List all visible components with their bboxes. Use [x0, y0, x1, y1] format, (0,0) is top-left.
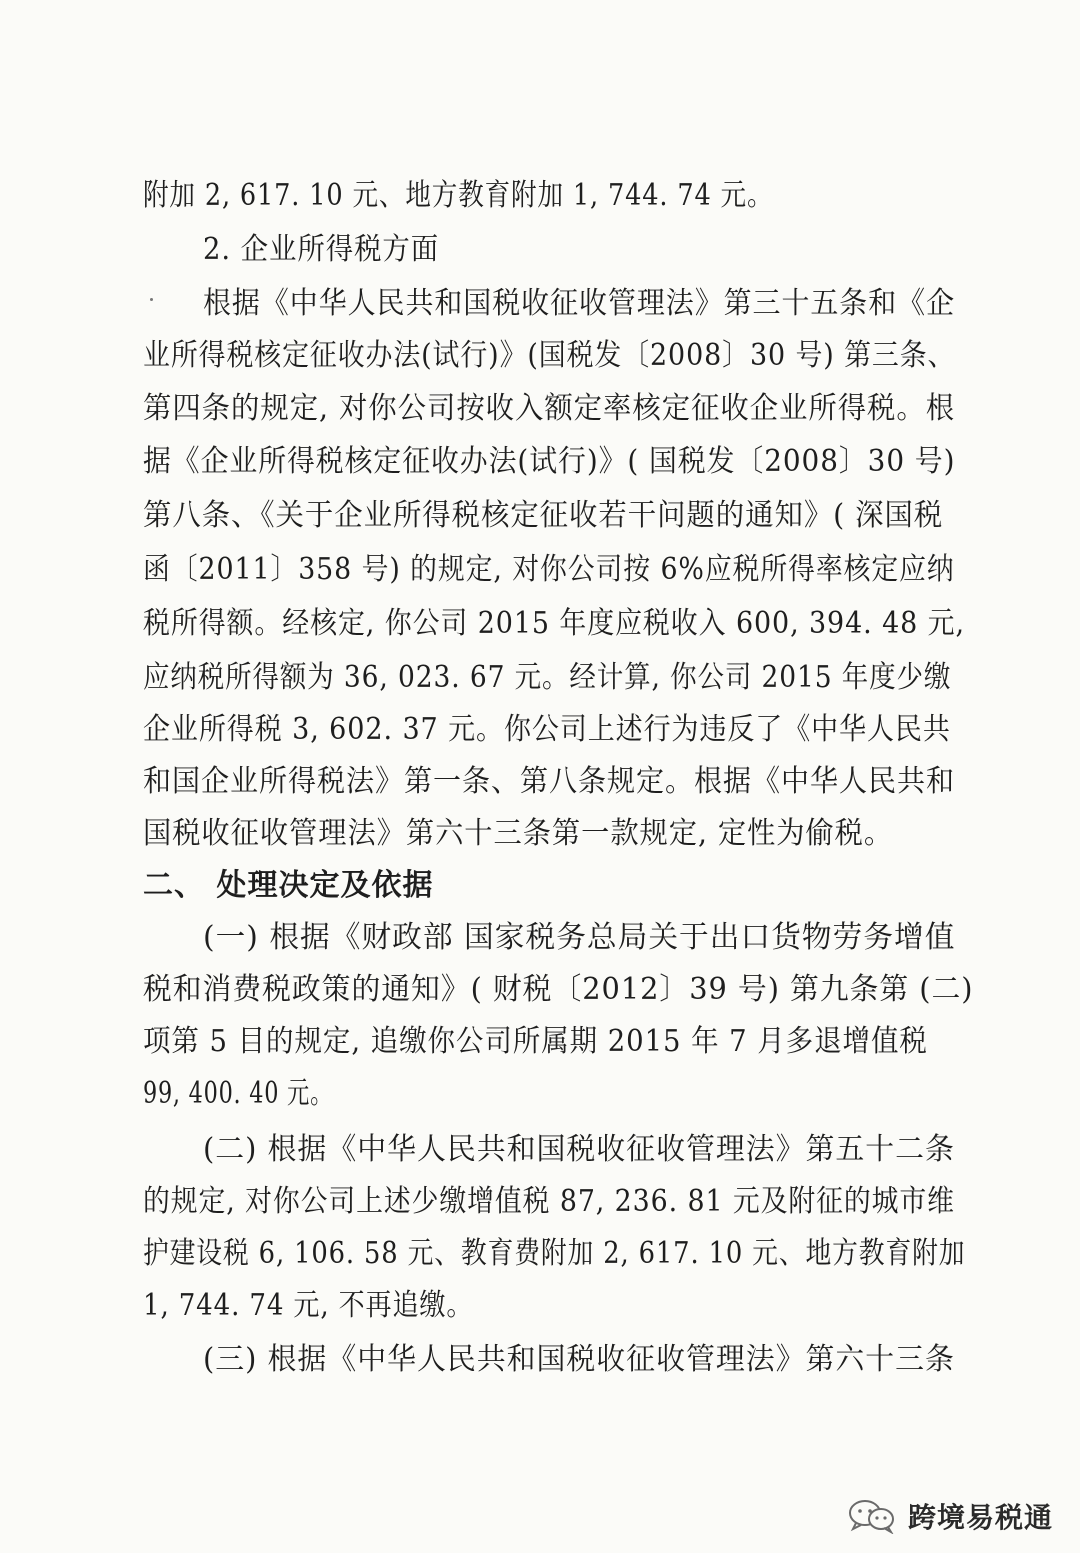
- paragraph-line: 第四条的规定, 对你公司按收入额定率核定征收企业所得税。根: [143, 391, 956, 426]
- paragraph-line: 附加 2, 617. 10 元、地方教育附加 1, 744. 74 元。: [143, 178, 774, 213]
- paragraph-line: 项第 5 目的规定, 追缴你公司所属期 2015 年 7 月多退增值税: [143, 1024, 928, 1059]
- paragraph-line: 税和消费税政策的通知》( 财税〔2012〕39 号) 第九条第 (二): [143, 972, 974, 1007]
- watermark-label: 跨境易税通: [908, 1501, 1054, 1534]
- paragraph-line: 函〔2011〕358 号) 的规定, 对你公司按 6%应税所得率核定应纳: [143, 552, 955, 587]
- source-watermark: [846, 1496, 1053, 1536]
- paragraph-line: 1, 744. 74 元, 不再追缴。: [143, 1288, 474, 1323]
- paragraph-line: 和国企业所得税法》第一条、第八条规定。根据《中华人民共和: [143, 764, 955, 799]
- paragraph-line: 应纳税所得额为 36, 023. 67 元。经计算, 你公司 2015 年度少缴: [143, 660, 952, 695]
- paragraph-line: 第八条、《关于企业所得税核定征收若干问题的通知》( 深国税: [143, 498, 944, 533]
- wechat-icon: [846, 1498, 898, 1534]
- section-heading: 二、 处理决定及依据: [143, 868, 434, 903]
- paragraph-line: 据《企业所得税核定征收办法(试行)》( 国税发〔2008〕30 号): [143, 444, 956, 479]
- scan-speck: [150, 298, 153, 301]
- paragraph-line: (一) 根据《财政部 国家税务总局关于出口货物劳务增值: [203, 920, 956, 955]
- paragraph-line: 业所得税核定征收办法(试行)》(国税发〔2008〕30 号) 第三条、: [143, 338, 956, 373]
- paragraph-line: 税所得额。经核定, 你公司 2015 年度应税收入 600, 394. 48 元,: [143, 606, 965, 641]
- paragraph-line: 99, 400. 40 元。: [143, 1076, 334, 1111]
- paragraph-line: 国税收征收管理法》第六十三条第一款规定, 定性为偷税。: [143, 816, 894, 851]
- paragraph-line: (三) 根据《中华人民共和国税收征收管理法》第六十三条: [203, 1342, 955, 1377]
- paragraph-line: 根据《中华人民共和国税收征收管理法》第三十五条和《企: [203, 286, 955, 321]
- section-subheading: 2. 企业所得税方面: [203, 232, 440, 267]
- paragraph-line: 护建设税 6, 106. 58 元、教育费附加 2, 617. 10 元、地方教育附加: [143, 1236, 966, 1271]
- paragraph-line: (二) 根据《中华人民共和国税收征收管理法》第五十二条: [203, 1132, 955, 1167]
- paragraph-line: 企业所得税 3, 602. 37 元。你公司上述行为违反了《中华人民共: [143, 712, 951, 747]
- paragraph-line: 的规定, 对你公司上述少缴增值税 87, 236. 81 元及附征的城市维: [143, 1184, 955, 1219]
